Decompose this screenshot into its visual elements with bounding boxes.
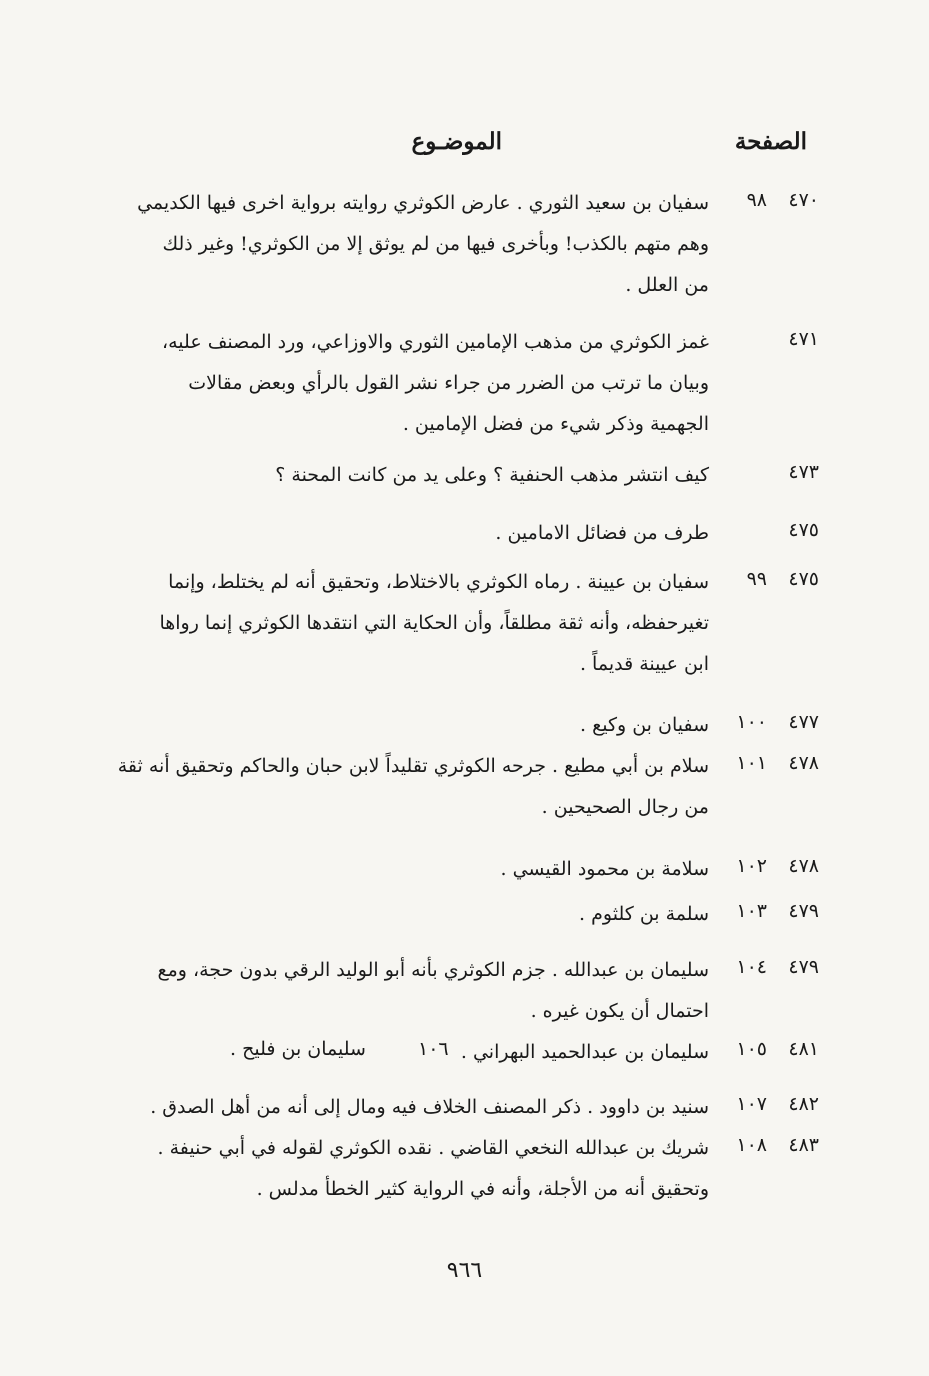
page-column-header: الصفحة: [734, 128, 807, 155]
entry-page-number: ٤٧٧: [788, 711, 819, 733]
index-entry: [70, 746, 819, 828]
entry-line: من رجال الصحيحين .: [541, 796, 709, 818]
entry-number: ١٠٢: [736, 855, 767, 877]
index-entry: [70, 562, 819, 685]
entry-line: سلمة بن كلثوم .: [579, 903, 709, 925]
index-entry: [70, 950, 819, 1032]
inline-entry-text: سليمان بن فليح .: [230, 1038, 366, 1060]
inline-entry-number: ١٠٦: [418, 1038, 449, 1060]
index-entry: [70, 849, 819, 890]
entry-page-number: ٤٨١: [788, 1038, 819, 1060]
entry-number: ٩٨: [746, 189, 767, 211]
entry-text: [70, 513, 709, 554]
entry-page-number: ٤٧٩: [788, 956, 819, 978]
entry-page-number: ٤٧١: [788, 328, 819, 350]
entry-number: ١٠٣: [736, 900, 767, 922]
index-entry: [70, 894, 819, 935]
topic-column-header: الموضـوع: [411, 128, 502, 155]
entry-line: احتمال أن يكون غيره .: [530, 1000, 709, 1022]
entry-line: طرف من فضائل الامامين .: [495, 522, 709, 544]
entry-text: [70, 894, 709, 935]
entry-line: ابن عيينة قديماً .: [579, 653, 709, 675]
entry-line: سفيان بن عيينة . رماه الكوثري بالاختلاط، وتحقيق أنه لم يختلط، وإنما: [168, 571, 709, 593]
entry-line: سليمان بن عبدالحميد البهراني .: [460, 1041, 709, 1063]
entry-number: ١٠٤: [736, 956, 767, 978]
entry-line: تغيرحفظه، وأنه ثقة مطلقاً، وأن الحكاية التي انتقدها الكوثري إنما رواها: [159, 612, 709, 634]
entry-page-number: ٤٧٣: [788, 461, 819, 483]
entry-text: [70, 849, 709, 890]
entry-number: ١٠٠: [736, 711, 767, 733]
entry-text: [70, 1128, 709, 1210]
entry-page-number: ٤٧٨: [788, 752, 819, 774]
entry-line: سفيان بن وكيع .: [580, 714, 709, 736]
index-entry: [70, 1128, 819, 1210]
entry-page-number: ٤٨٢: [788, 1093, 819, 1115]
entry-line: سنيد بن داوود . ذكر المصنف الخلاف فيه ومال إلى أنه من أهل الصدق .: [150, 1096, 709, 1118]
entry-line: غمز الكوثري من مذهب الإمامين الثوري والاوزاعي، ورد المصنف عليه،: [161, 331, 709, 353]
entry-text: [70, 455, 709, 496]
entry-text: [70, 1087, 709, 1128]
page-footer-number: ٩٦٦: [446, 1258, 483, 1283]
entry-text: [70, 183, 709, 306]
entry-line: وبيان ما ترتب من الضرر من جراء نشر القول بالرأي وبعض مقالات: [188, 372, 709, 394]
entry-page-number: ٤٧٠: [788, 189, 819, 211]
index-entry: [70, 513, 819, 554]
index-entry: [70, 455, 819, 496]
entry-line: وهم متهم بالكذب! وبأخرى فيها من لم يوثق إلا من الكوثري! وغير ذلك: [162, 233, 709, 255]
entry-text: [70, 746, 709, 828]
entry-number: ٩٩: [746, 568, 767, 590]
index-entry: [70, 322, 819, 445]
entry-line: الجهمية وذكر شيء من فضل الإمامين .: [402, 413, 709, 435]
entry-page-number: ٤٧٥: [788, 519, 819, 541]
index-entry: [70, 183, 819, 306]
entry-page-number: ٤٧٥: [788, 568, 819, 590]
entry-text: [70, 322, 709, 445]
entry-text: [70, 1032, 709, 1073]
entry-number: ١٠٥: [736, 1038, 767, 1060]
entry-number: ١٠١: [736, 752, 767, 774]
entry-line: سليمان بن عبدالله . جزم الكوثري بأنه أبو الوليد الرقي بدون حجة، ومع: [157, 959, 709, 981]
entry-line: سلام بن أبي مطيع . جرحه الكوثري تقليداً لابن حبان والحاكم وتحقيق أنه ثقة: [117, 755, 709, 777]
entry-page-number: ٤٧٨: [788, 855, 819, 877]
entry-text: [70, 562, 709, 685]
entry-number: ١٠٧: [736, 1093, 767, 1115]
entry-line: سفيان بن سعيد الثوري . عارض الكوثري روايته برواية اخرى فيها الكديمي: [137, 192, 709, 214]
entry-line: شريك بن عبدالله النخعي القاضي . نقده الكوثري لقوله في أبي حنيفة .: [157, 1137, 709, 1159]
entry-page-number: ٤٧٩: [788, 900, 819, 922]
entry-text: [70, 705, 709, 746]
index-entry: [70, 1087, 819, 1128]
entry-line: سلامة بن محمود القيسي .: [500, 858, 709, 880]
entry-line: من العلل .: [625, 274, 709, 296]
entry-line: وتحقيق أنه من الأجلة، وأنه في الرواية كثير الخطأ مدلس .: [256, 1178, 709, 1200]
entry-text: [70, 950, 709, 1032]
index-entry: [70, 705, 819, 746]
entry-line: كيف انتشر مذهب الحنفية ؟ وعلى يد من كانت المحنة ؟: [275, 464, 709, 486]
entry-number: ١٠٨: [736, 1134, 767, 1156]
entry-page-number: ٤٨٣: [788, 1134, 819, 1156]
